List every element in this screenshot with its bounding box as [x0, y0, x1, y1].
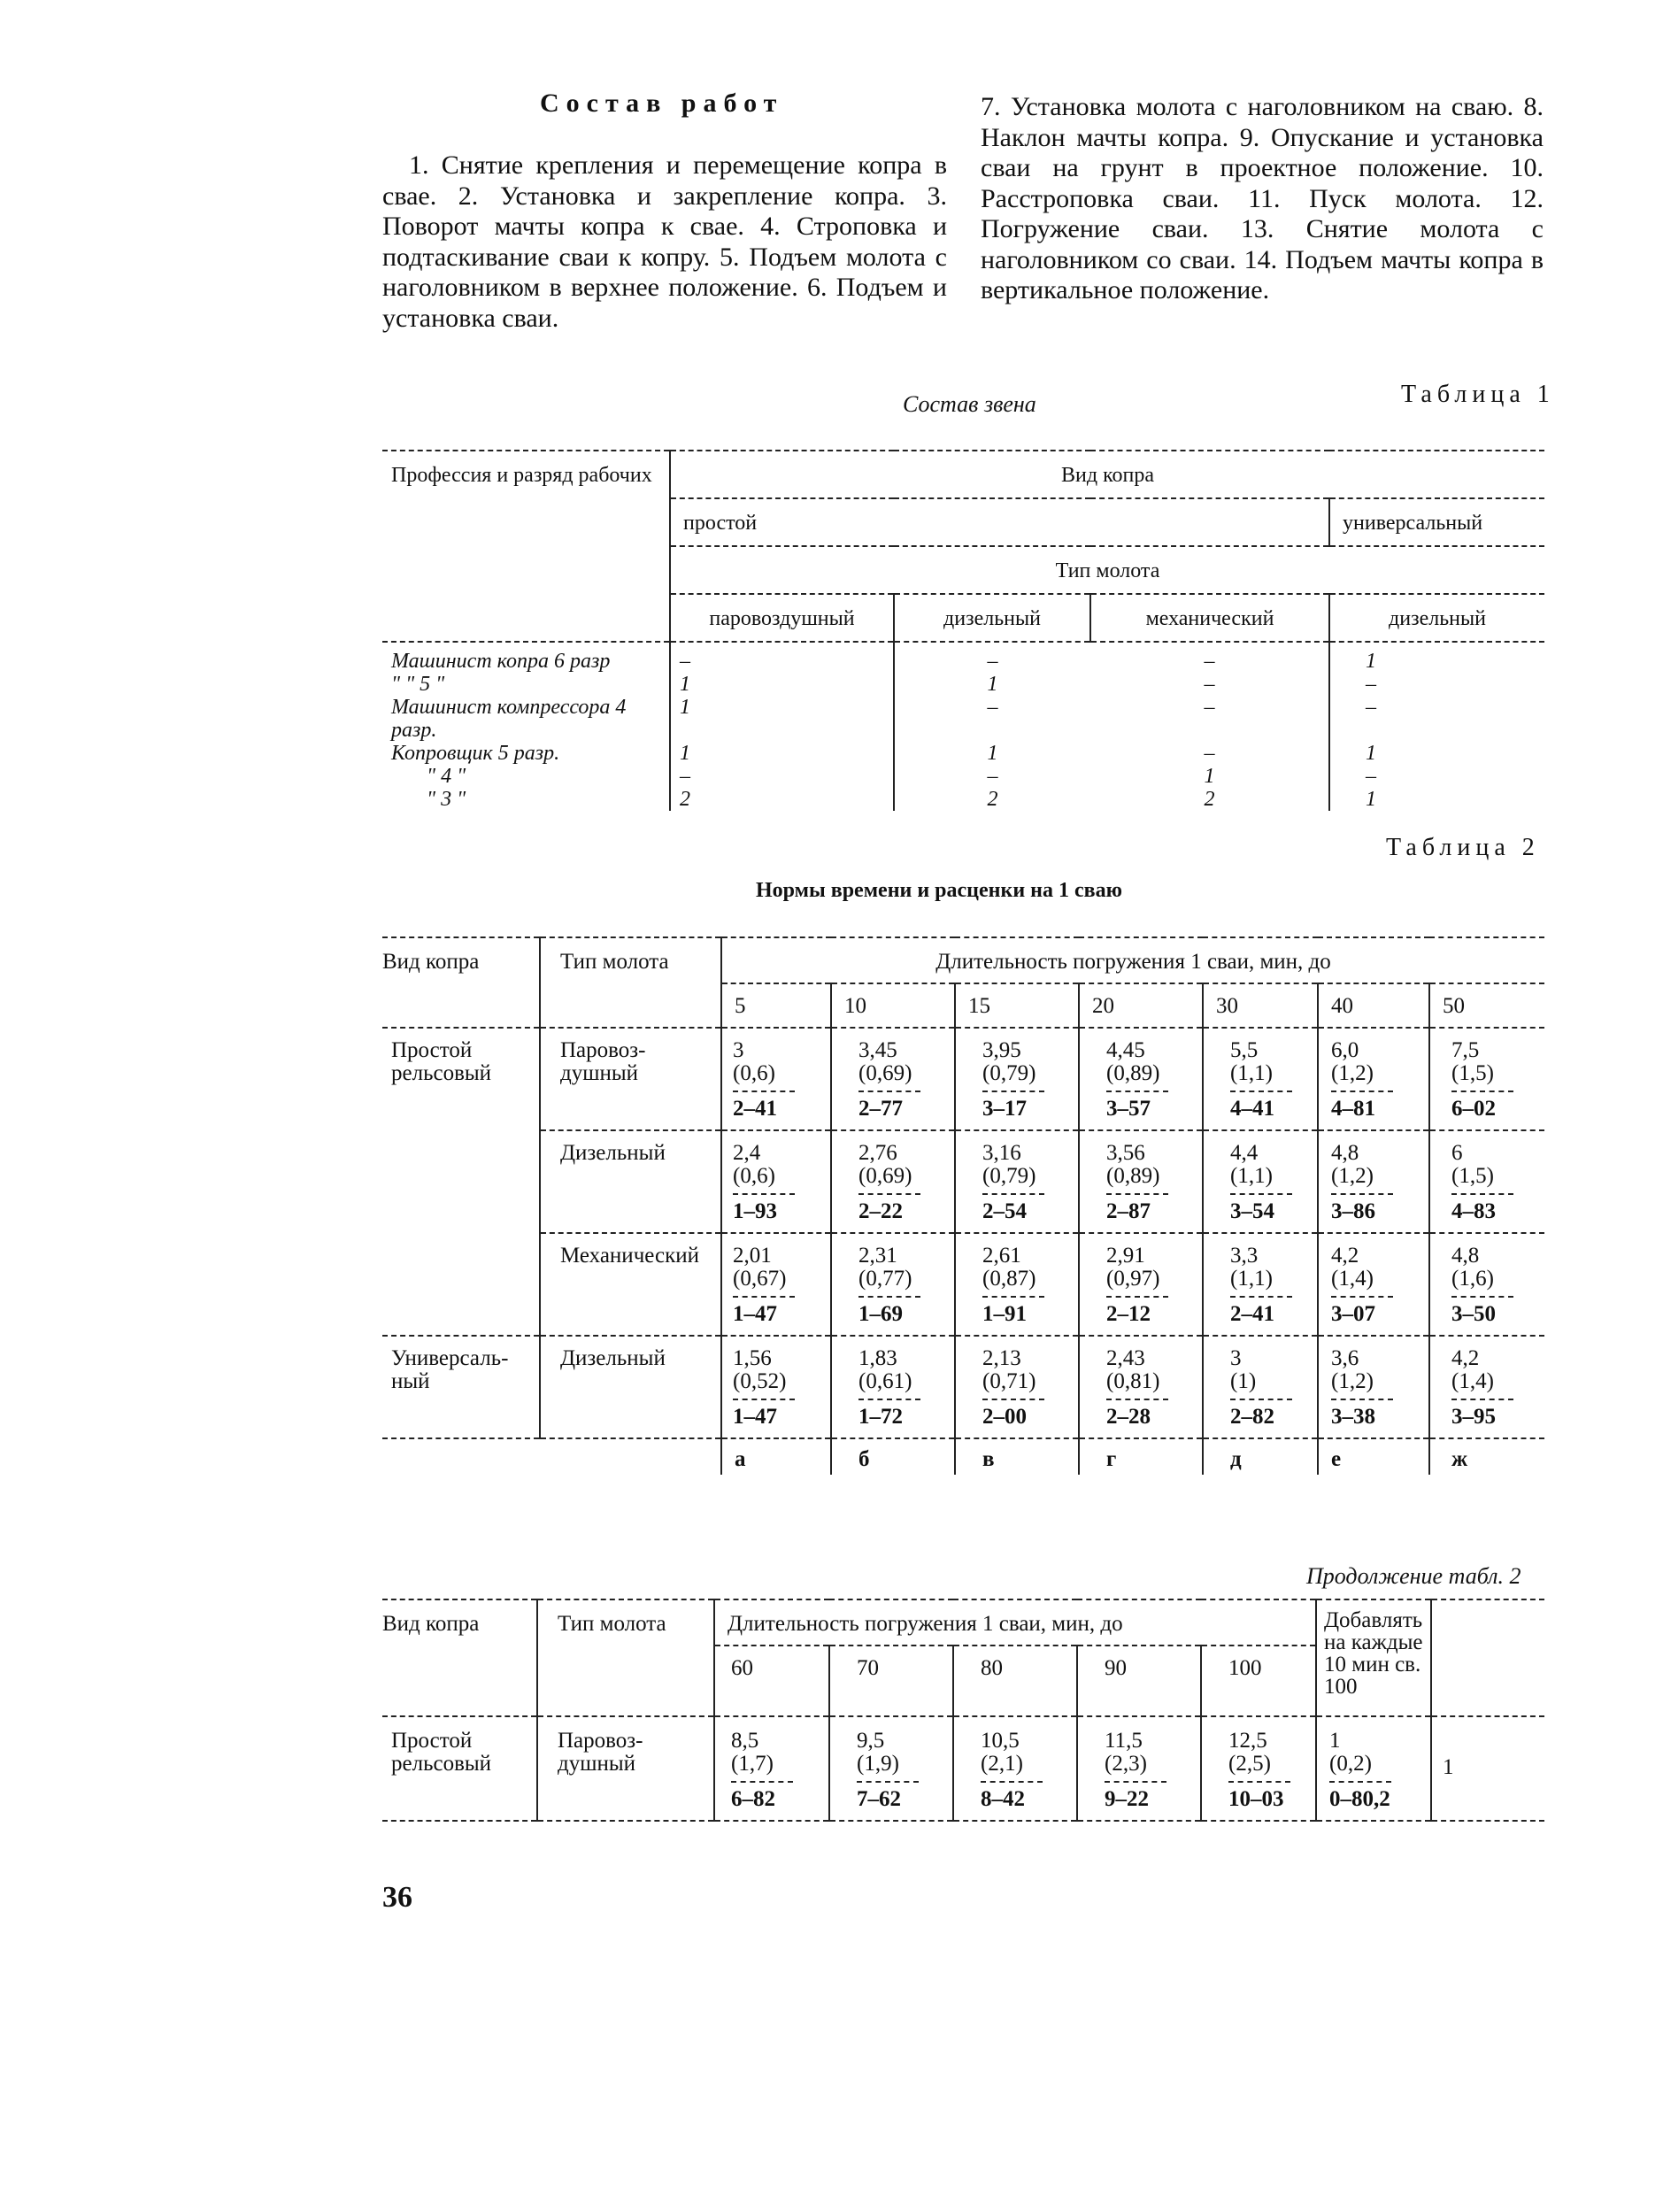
t2-dur-15: 15: [955, 983, 1079, 1028]
t1-cell: 2: [670, 788, 894, 811]
t2-cell: 3,95 (0,79) 3–17: [955, 1028, 1079, 1130]
t1-head-col-3: механический: [1090, 594, 1329, 642]
table2-label: Таблица 2: [1386, 834, 1540, 861]
work-text-left-paragraph: 1. Снятие крепления и перемещение копра в свае. 2. Установка и закрепление копра. 3. Поворот мачты копра к свае. 4. Строповка и подтаскивание сваи к копру. 5. Подъем молота с наголовником в верхнее положение. 6. Подъем и установка сваи.: [382, 150, 947, 333]
t1-head-col-1: паровоздушный: [670, 594, 894, 642]
t1-cell: 1: [670, 742, 894, 765]
t2-cell: 3,16 (0,79) 2–54: [955, 1130, 1079, 1233]
t2-letter: г: [1079, 1438, 1203, 1475]
t1-cell: 1: [1204, 765, 1215, 788]
t2-head-hammer: Тип молота: [540, 937, 721, 1028]
t2-head-kopr: Вид копра: [382, 937, 540, 1028]
table2: [382, 936, 1544, 1475]
t2-cell: 2,61 (0,87) 1–91: [955, 1233, 1079, 1336]
t1-cell: –: [1204, 650, 1215, 673]
t2-cell: 4,2 (1,4) 3–95: [1429, 1336, 1544, 1438]
t2-row-hammer: Механический: [540, 1233, 721, 1336]
t1-cell: 2: [1204, 788, 1215, 811]
t2-cell: 4,8 (1,2) 3–86: [1318, 1130, 1429, 1233]
table-row: [382, 642, 1544, 673]
table-row: [382, 1233, 1544, 1336]
t1-cell: 1: [894, 742, 1090, 765]
t2-head-duration: Длительность погружения 1 сваи, мин, до: [721, 937, 1544, 983]
t1-head-col-4: дизельный: [1329, 594, 1544, 642]
t3-head-kopr: Вид копра: [382, 1599, 537, 1716]
t2-row-kopr: Универсаль-ный: [382, 1336, 540, 1438]
t2-dur-30: 30: [1203, 983, 1318, 1028]
work-text-right: [981, 92, 1544, 306]
t1-cell: –: [894, 765, 1090, 788]
t1-head-universal: универсальный: [1329, 498, 1544, 546]
table1-label: Таблица 1: [1401, 381, 1555, 408]
t1-cell: –: [1329, 765, 1544, 788]
table2-heading: Нормы времени и расценки на 1 сваю: [756, 879, 1122, 902]
table2-cont-caption: Продолжение табл. 2: [1306, 1563, 1521, 1589]
t2-cell: 2,13 (0,71) 2–00: [955, 1336, 1079, 1438]
t2-cell: 2,91 (0,97) 2–12: [1079, 1233, 1203, 1336]
t1-cell: 1: [1329, 642, 1544, 673]
t2-cell: 2,43 (0,81) 2–28: [1079, 1336, 1203, 1438]
t2-letter: б: [831, 1438, 955, 1475]
t2-letter: ж: [1429, 1438, 1544, 1475]
work-heading: Состав работ: [540, 89, 784, 118]
t1-cell: –: [1329, 696, 1544, 742]
t2-cell: 2,01 (0,67) 1–47: [721, 1233, 831, 1336]
t2-dur-50: 50: [1429, 983, 1544, 1028]
t2-row-kopr: Простой рельсовый: [391, 1038, 492, 1085]
t1-row-name: " 3 ": [427, 788, 466, 811]
t1-cell: 1: [1329, 742, 1544, 765]
table-row: [382, 1028, 1544, 1130]
t2-row-hammer: Дизельный: [540, 1130, 721, 1233]
table-row: [382, 696, 1544, 742]
t1-cell: –: [894, 696, 1090, 742]
t2-letter: в: [955, 1438, 1079, 1475]
page-number: 36: [382, 1881, 412, 1914]
t2-cell: 3,45 (0,69) 2–77: [831, 1028, 955, 1130]
work-text-right-paragraph: 7. Установка молота с наголовником на сваю. 8. Наклон мачты копра. 9. Опускание и установка сваи на грунт в проектное положение. 10. Расстроповка сваи. 11. Пуск молота. 12. Погружение сваи. 13. Снятие молота с наголовником со сваи. 14. Подъем мачты копра в вертикальное положение.: [981, 92, 1544, 304]
t2-cell: 4,8 (1,6) 3–50: [1429, 1233, 1544, 1336]
t2-cell: 3 (0,6) 2–41: [721, 1028, 831, 1130]
t2-cell: 3,3 (1,1) 2–41: [1203, 1233, 1318, 1336]
t3-cell-extra: 1: [1431, 1716, 1544, 1821]
t3-dur-90: 90: [1077, 1646, 1201, 1716]
t1-cell: –: [670, 765, 894, 788]
t1-head-kopr: Вид копра: [670, 451, 1544, 498]
t1-cell: –: [670, 642, 894, 673]
t2-dur-5: 5: [721, 983, 831, 1028]
t3-cell: 12,5 (2,5) 10–03: [1201, 1716, 1316, 1821]
t2-row-kopr: [382, 1130, 540, 1233]
t2-cell: 2,76 (0,69) 2–22: [831, 1130, 955, 1233]
t1-row-name: " " 5 ": [391, 673, 445, 696]
t2-cell: 6 (1,5) 4–83: [1429, 1130, 1544, 1233]
table1-caption: Состав звена: [903, 391, 1036, 417]
t2-cell: 1,56 (0,52) 1–47: [721, 1336, 831, 1438]
table-row: [382, 1130, 1544, 1233]
t2-letter: д: [1203, 1438, 1318, 1475]
t1-cell: 1: [1329, 788, 1544, 811]
t1-cell: –: [1204, 696, 1215, 719]
t3-head-duration: Длительность погружения 1 сваи, мин, до: [714, 1599, 1316, 1646]
t2-letter: е: [1318, 1438, 1429, 1475]
t1-cell: –: [1204, 742, 1215, 765]
t3-cell: 8,5 (1,7) 6–82: [714, 1716, 829, 1821]
t2-cell: 4,2 (1,4) 3–07: [1318, 1233, 1429, 1336]
t3-dur-60: 60: [714, 1646, 829, 1716]
work-text-left: [382, 150, 947, 334]
table1: [382, 450, 1544, 811]
t3-dur-70: 70: [829, 1646, 953, 1716]
t2-cell: 2,4 (0,6) 1–93: [721, 1130, 831, 1233]
t2-dur-10: 10: [831, 983, 955, 1028]
t2-letters-row: [382, 1438, 1544, 1475]
t1-cell: 1: [670, 696, 894, 742]
t3-row-kopr: Простой рельсовый: [382, 1716, 537, 1821]
t2-cell: 2,31 (0,77) 1–69: [831, 1233, 955, 1336]
t2-cell: 4,4 (1,1) 3–54: [1203, 1130, 1318, 1233]
t1-head-profession: Профессия и разряд рабочих: [382, 451, 670, 642]
t3-dur-100: 100: [1201, 1646, 1316, 1716]
t2-row-hammer: Паровоз-душный: [540, 1028, 721, 1130]
t2-row-hammer: Дизельный: [540, 1336, 721, 1438]
t2-row-kopr: [382, 1233, 540, 1336]
t2-dur-20: 20: [1079, 983, 1203, 1028]
t1-head-simple: простой: [670, 498, 1329, 546]
t1-cell: 1: [894, 673, 1090, 696]
t3-head-add: Добавлять на каждые 10 мин св. 100: [1316, 1599, 1431, 1716]
table-row: [382, 1336, 1544, 1438]
t2-cell: 5,5 (1,1) 4–41: [1203, 1028, 1318, 1130]
table-row: [382, 673, 1544, 696]
t1-head-col-2: дизельный: [894, 594, 1090, 642]
t2-cell: 1,83 (0,61) 1–72: [831, 1336, 955, 1438]
t1-cell: 1: [670, 673, 894, 696]
t2-cell: 3,6 (1,2) 3–38: [1318, 1336, 1429, 1438]
t2-cell: 3 (1) 2–82: [1203, 1336, 1318, 1438]
t3-row-hammer: Паровоз-душный: [537, 1716, 714, 1821]
t2-cell: 3,56 (0,89) 2–87: [1079, 1130, 1203, 1233]
table-row: [382, 742, 1544, 765]
t3-cell: 11,5 (2,3) 9–22: [1077, 1716, 1201, 1821]
t1-row-name: Машинист компрессора 4 разр.: [391, 696, 627, 742]
t3-cell: 1 (0,2) 0–80,2: [1316, 1716, 1431, 1821]
t2-letter: а: [721, 1438, 831, 1475]
t1-cell: –: [1204, 673, 1215, 696]
t2-cell: 6,0 (1,2) 4–81: [1318, 1028, 1429, 1130]
t1-row-name: Копровщик 5 разр.: [391, 742, 560, 765]
t2-dur-40: 40: [1318, 983, 1429, 1028]
t2-cell: 7,5 (1,5) 6–02: [1429, 1028, 1544, 1130]
t1-row-name: " 4 ": [427, 765, 466, 788]
t1-head-hammer: Тип молота: [670, 546, 1544, 594]
table-row: [382, 1716, 1544, 1821]
t1-cell: –: [894, 642, 1090, 673]
t2-cell: 4,45 (0,89) 3–57: [1079, 1028, 1203, 1130]
t3-head-hammer: Тип молота: [537, 1599, 714, 1716]
t3-cell: 9,5 (1,9) 7–62: [829, 1716, 953, 1821]
t1-cell: 2: [894, 788, 1090, 811]
t3-cell: 10,5 (2,1) 8–42: [953, 1716, 1077, 1821]
t1-row-name: Машинист копра 6 разр: [391, 650, 611, 673]
table-row: [382, 788, 1544, 811]
table-row: [382, 765, 1544, 788]
t1-cell: –: [1329, 673, 1544, 696]
t3-dur-80: 80: [953, 1646, 1077, 1716]
table2-continued: [382, 1599, 1544, 1822]
